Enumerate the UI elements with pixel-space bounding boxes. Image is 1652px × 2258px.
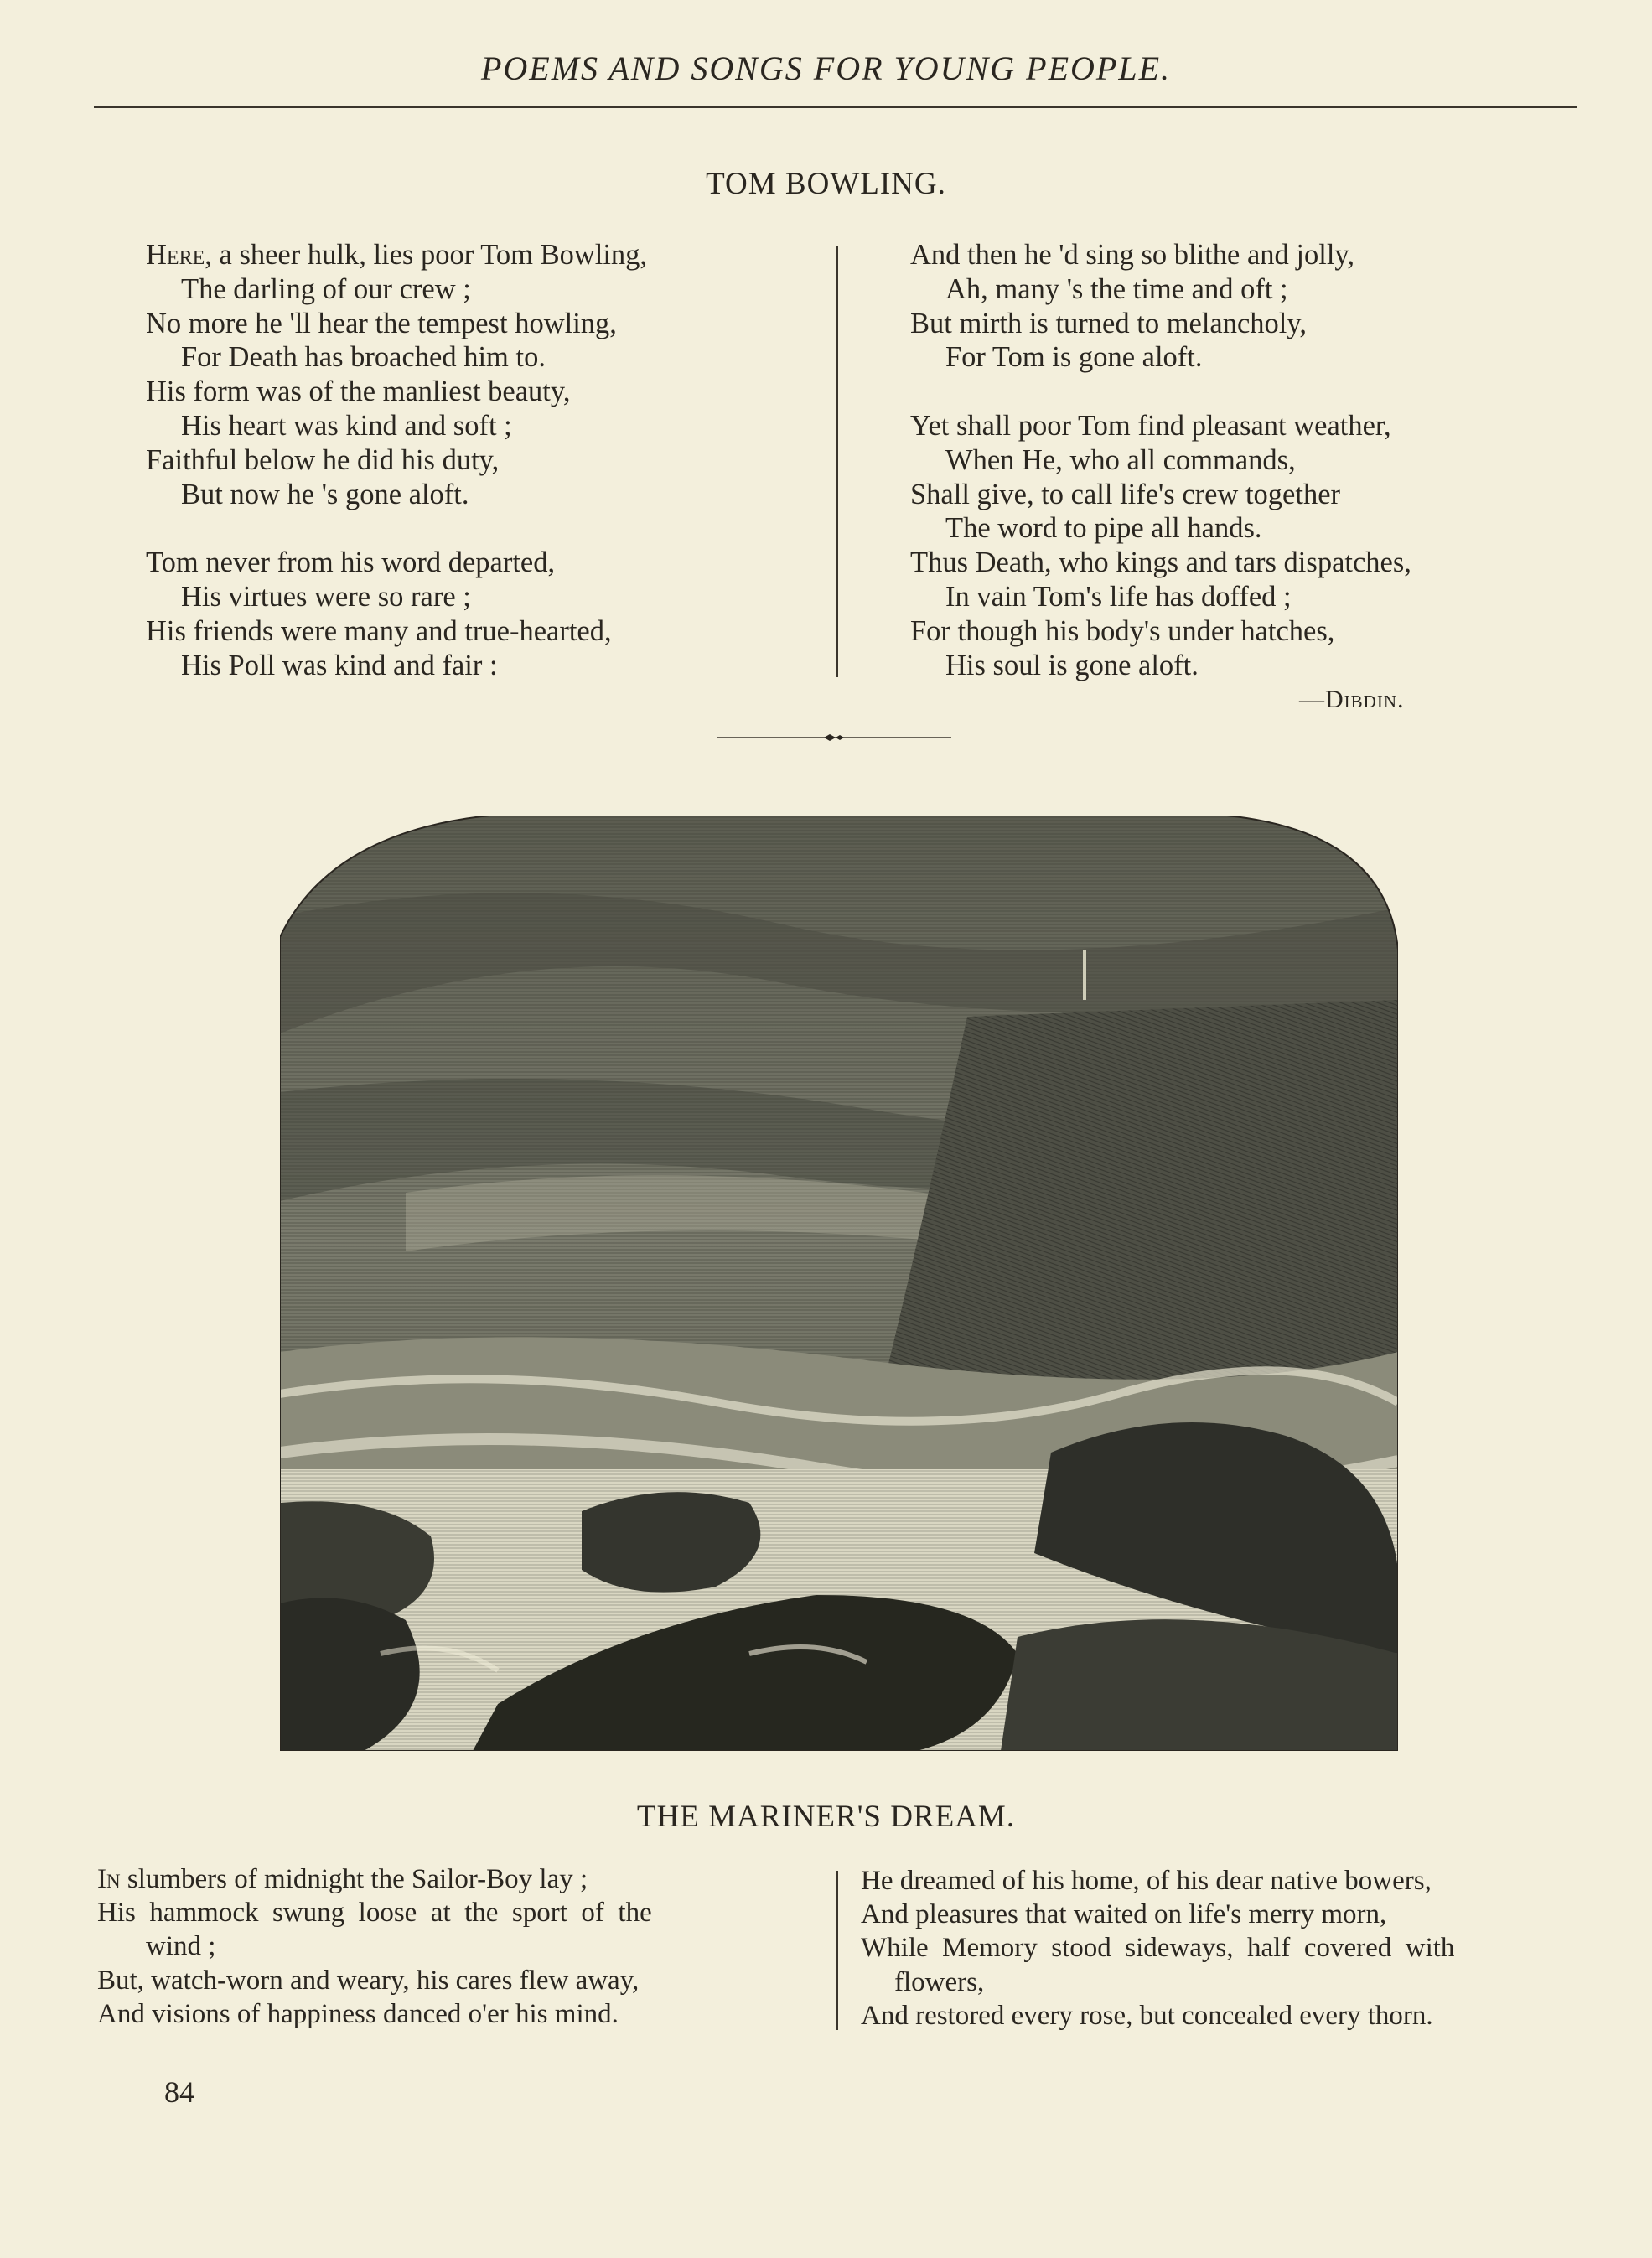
running-header: POEMS AND SONGS FOR YOUNG PEOPLE. — [480, 49, 1171, 87]
verse-line: His heart was kind and soft ; — [181, 409, 512, 442]
verse-line: For Tom is gone aloft. — [945, 341, 1203, 374]
verse-line: But mirth is turned to melancholy, — [910, 307, 1308, 339]
mariners-dream-left-column — [97, 1862, 652, 2031]
line-text: , a sheer hulk, lies poor Tom Bowling, — [205, 239, 648, 271]
line-text: slumbers of midnight the Sailor-Boy lay ; — [120, 1864, 588, 1894]
verse-line: And pleasures that waited on life's merry morn, — [861, 1899, 1387, 1930]
ornament-divider — [717, 732, 951, 743]
verse-line: But now he 's gone aloft. — [181, 478, 469, 510]
verse-line: Shall give, to call life's crew together — [910, 478, 1341, 510]
stanza-gap — [910, 375, 1411, 409]
stanza-gap — [146, 511, 647, 546]
verse-line: His virtues were so rare ; — [181, 580, 471, 613]
attribution: —Dibdin. — [1299, 686, 1405, 713]
verse-line: For Death has broached him to. — [181, 341, 546, 374]
verse-line — [146, 238, 647, 272]
verse-line: When He, who all commands, — [945, 443, 1296, 476]
tom-bowling-left-column — [146, 238, 647, 682]
verse-line: Thus Death, who kings and tars dispatches, — [910, 546, 1411, 579]
tom-bowling-right-column — [910, 238, 1411, 682]
verse-line: flowers, — [894, 1966, 985, 1997]
verse-line: While Memory stood sideways, half covered with — [861, 1933, 1455, 1964]
page-number: 84 — [164, 2075, 194, 2109]
verse-line: And restored every rose, but concealed every thorn. — [861, 2000, 1433, 2031]
verse-line: His hammock swung loose at the sport of the — [97, 1898, 652, 1929]
verse-line: For though his body's under hatches, — [910, 614, 1335, 647]
verse-line: His friends were many and true-hearted, — [146, 614, 612, 647]
stanza — [146, 546, 647, 682]
verse-line: Yet shall poor Tom find pleasant weather, — [910, 409, 1391, 442]
verse-line: His form was of the manliest beauty, — [146, 375, 571, 408]
verse-line: In vain Tom's life has doffed ; — [945, 580, 1292, 613]
verse-line: But, watch-worn and weary, his cares flew away, — [97, 1965, 640, 1996]
poem-title-tom-bowling: TOM BOWLING. — [706, 167, 946, 201]
verse-line: And visions of happiness danced o'er his mind. — [97, 1998, 619, 2029]
verse-line: His Poll was kind and fair : — [181, 649, 498, 681]
verse-line: His soul is gone aloft. — [945, 649, 1199, 681]
verse-line: Faithful below he did his duty, — [146, 443, 500, 476]
verse-line — [97, 1862, 652, 1896]
verse-line: wind ; — [146, 1931, 216, 1962]
column-rule — [836, 1871, 838, 2030]
drop-word: Here — [146, 239, 205, 271]
verse-line: Ah, many 's the time and oft ; — [945, 272, 1288, 305]
mariners-dream-right-column — [861, 1864, 1454, 2033]
verse-line: And then he 'd sing so blithe and jolly, — [910, 239, 1355, 271]
verse-line: No more he 'll hear the tempest howling, — [146, 307, 617, 339]
drop-word: In — [97, 1864, 121, 1894]
verse-line: He dreamed of his home, of his dear native bowers, — [861, 1866, 1432, 1896]
verse-line: The word to pipe all hands. — [945, 512, 1262, 545]
verse-line: The darling of our crew ; — [181, 272, 471, 305]
header-rule — [94, 106, 1577, 108]
stanza — [146, 238, 647, 511]
stanza — [910, 409, 1411, 682]
stanza — [910, 238, 1411, 375]
engraving-stormy-coast — [280, 816, 1398, 1751]
column-rule — [836, 246, 838, 677]
poem-title-mariners-dream: THE MARINER'S DREAM. — [636, 1800, 1016, 1834]
verse-line: Tom never from his word departed, — [146, 546, 556, 579]
